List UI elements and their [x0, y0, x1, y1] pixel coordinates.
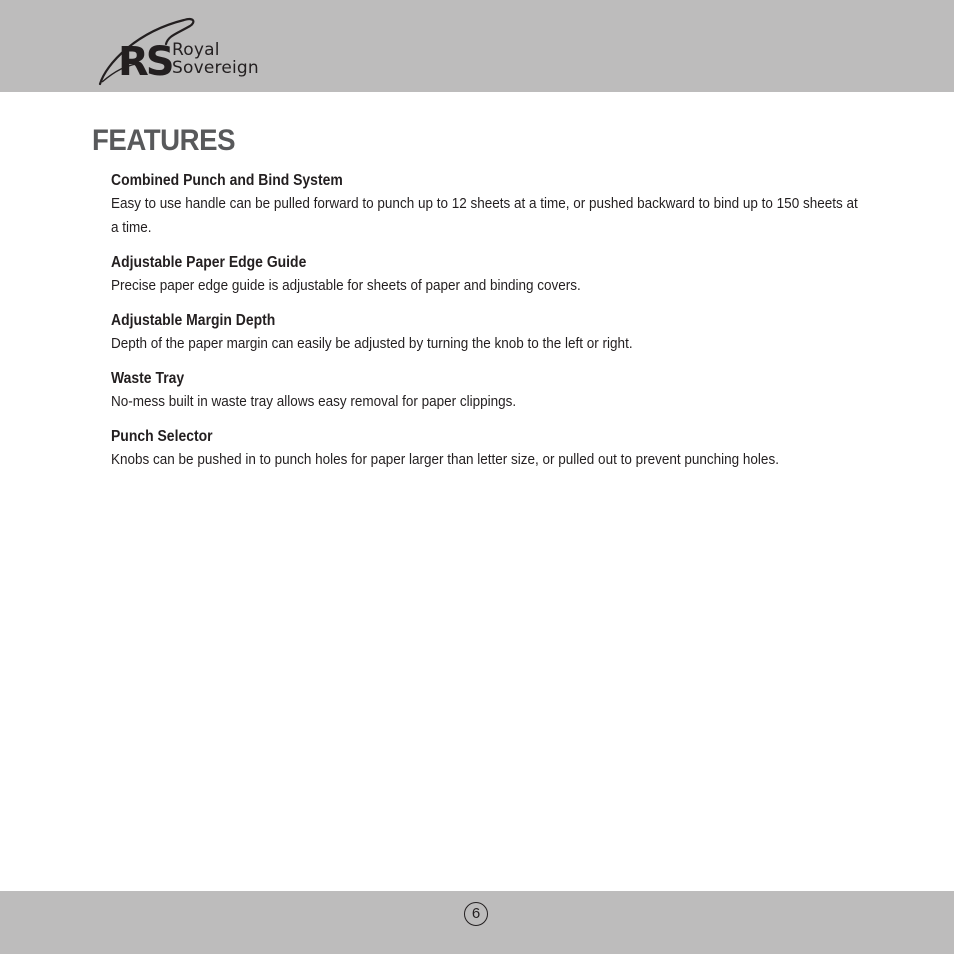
- feature-description: Easy to use handle can be pulled forward to punch up to 12 sheets at a time, or pushed backward to bind up to 150 sheets at a time.: [111, 195, 858, 236]
- royal-sovereign-logo: [96, 14, 276, 88]
- feature-heading: Adjustable Paper Edge Guide: [111, 254, 307, 271]
- feature-description: Knobs can be pushed in to punch holes for paper larger than letter size, or pulled out to prevent punching holes.: [111, 451, 779, 468]
- logo-word-sovereign: Sovereign: [172, 58, 259, 78]
- feature-heading: Combined Punch and Bind System: [111, 172, 343, 189]
- feature-heading: Waste Tray: [111, 370, 185, 387]
- features-list: [111, 170, 861, 484]
- feature-description: Depth of the paper margin can easily be adjusted by turning the knob to the left or right.: [111, 335, 633, 352]
- feature-item: [111, 170, 861, 240]
- feature-description: No-mess built in waste tray allows easy removal for paper clippings.: [111, 393, 517, 410]
- feature-heading: Adjustable Margin Depth: [111, 312, 276, 329]
- feature-heading: Punch Selector: [111, 428, 213, 445]
- page-title: FEATURES: [92, 124, 236, 157]
- page-number: 6: [464, 902, 488, 926]
- feature-description: Precise paper edge guide is adjustable for sheets of paper and binding covers.: [111, 277, 581, 294]
- feature-item: [111, 310, 861, 356]
- logo-monogram: RS: [118, 39, 172, 85]
- feature-item: [111, 252, 861, 298]
- logo-word-royal: Royal: [172, 40, 220, 60]
- feature-item: [111, 426, 861, 472]
- feature-item: [111, 368, 861, 414]
- header-band: [0, 0, 954, 92]
